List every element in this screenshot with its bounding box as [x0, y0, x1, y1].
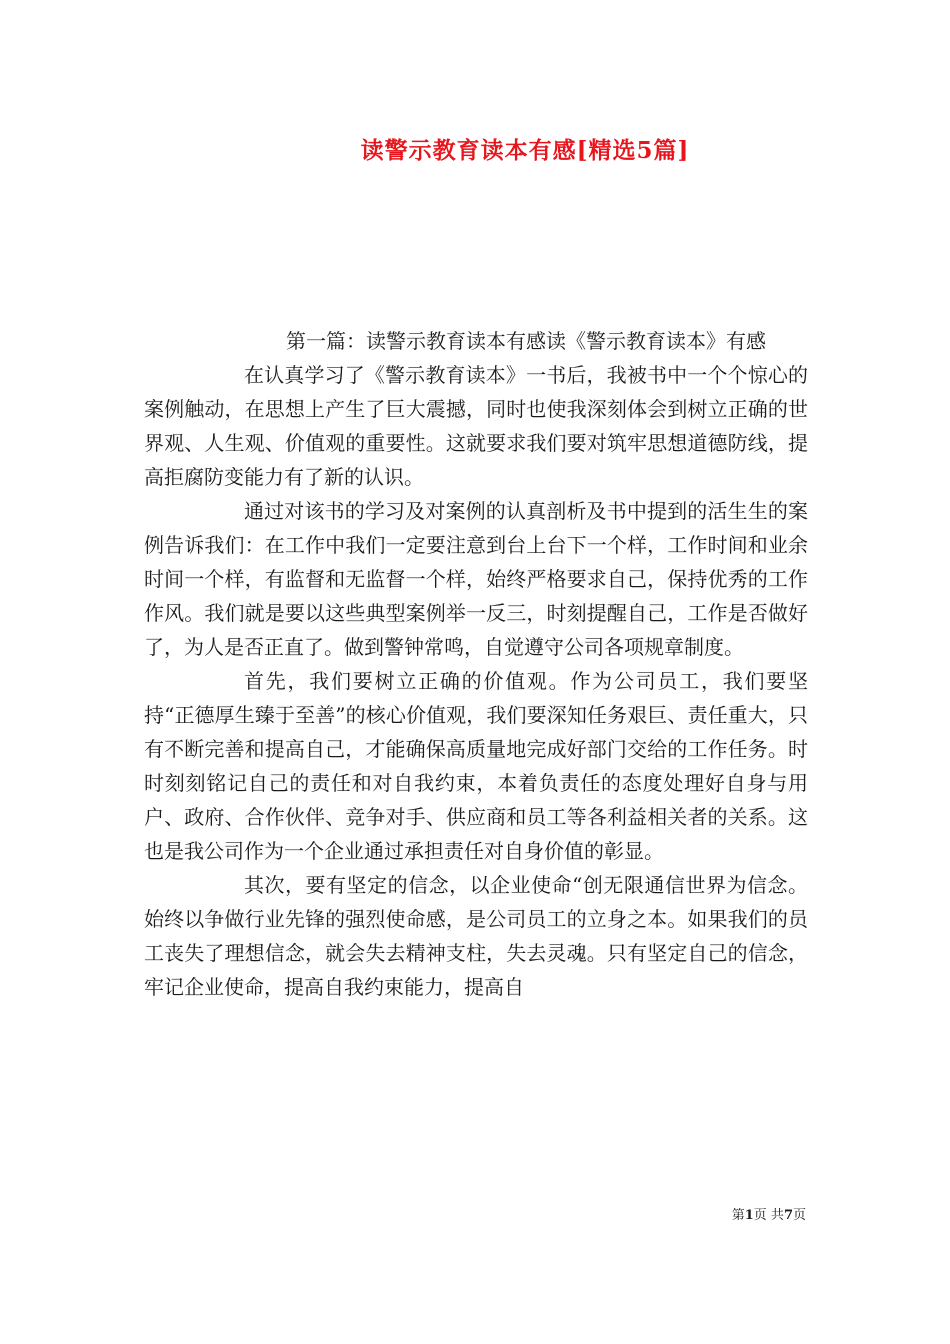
document-body [144, 324, 808, 1004]
footer-middle: 页 共 [753, 1208, 784, 1223]
footer-prefix: 第 [731, 1208, 745, 1223]
page-footer [732, 1204, 806, 1223]
footer-suffix: 页 [792, 1208, 806, 1223]
footer-page-number: 1 [744, 1208, 754, 1223]
paragraph-3: 首先，我们要树立正确的价值观。作为公司员工，我们要坚持“正德厚生臻于至善”的核心价值观，我们要深知任务艰巨、责任重大，只有不断完善和提高自己，才能确保高质量地完成好部门交给的工作任务。时时刻刻铭记自己的责任和对自我约束，本着负责任的态度处理好自身与用户、政府、合作伙伴、竞争对手、供应商和员工等各利益相关者的关系。这也是我公司作为一个企业通过承担责任对自身价值的彰显。 [144, 669, 808, 863]
paragraph-4: 其次，要有坚定的信念，以企业使命“创无限通信世界为信念。始终以争做行业先锋的强烈使命感，是公司员工的立身之本。如果我们的员工丧失了理想信念，就会失去精神支柱，失去灵魂。只有坚定自己的信念，牢记企业使命，提高自我约束能力，提高自 [144, 873, 808, 999]
document-title: 读警示教育读本有感[精选5篇] [360, 137, 690, 164]
footer-total-pages: 7 [783, 1208, 793, 1223]
paragraph-2: 通过对该书的学习及对案例的认真剖析及书中提到的活生生的案例告诉我们：在工作中我们一定要注意到台上台下一个样，工作时间和业余时间一个样，有监督和无监督一个样，始终严格要求自己，保持优秀的工作作风。我们就是要以这些典型案例举一反三，时刻提醒自己，工作是否做好了，为人是否正直了。做到警钟常鸣，自觉遵守公司各项规章制度。 [144, 499, 808, 659]
section-heading: 第一篇：读警示教育读本有感读《警示教育读本》有感 [286, 329, 766, 353]
paragraph-1: 在认真学习了《警示教育读本》一书后，我被书中一个个惊心的案例触动，在思想上产生了巨大震撼，同时也使我深刻体会到树立正确的世界观、人生观、价值观的重要性。这就要求我们要对筑牢思想道德防线，提高拒腐防变能力有了新的认识。 [144, 363, 808, 489]
